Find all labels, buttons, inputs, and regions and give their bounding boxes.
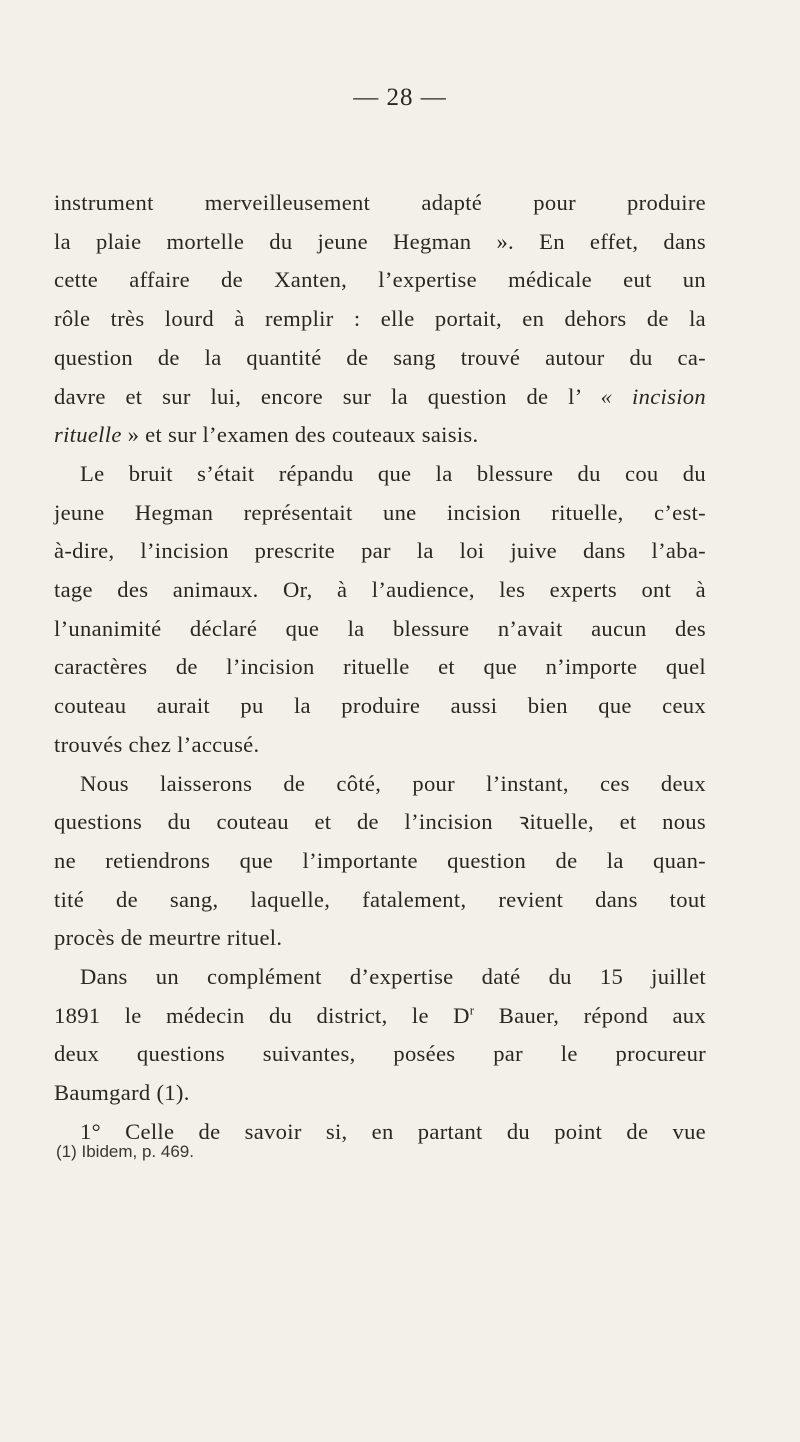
- text-line: deux questions suivantes, posées par le procureur: [54, 1041, 706, 1067]
- text-line: couteau aurait pu la produire aussi bien que ceux: [54, 693, 706, 719]
- text-run: 1891 le médecin du district, le D: [54, 1002, 470, 1028]
- text-line: [54, 997, 706, 1036]
- text-line: trouvés chez l’accusé.: [54, 731, 260, 757]
- text-line: procès de meurtre rituel.: [54, 925, 283, 951]
- text-line: Dans un complément d’expertise daté du 15 juillet: [80, 964, 706, 990]
- text-line: [54, 378, 706, 417]
- text-line: instrument merveilleusement adapté pour produire: [54, 190, 706, 215]
- text-line: Le bruit s’était répandu que la blessure du cou du: [80, 460, 706, 486]
- text-run: Bauer, répond aux: [474, 1002, 706, 1028]
- italic-run: rituelle: [54, 422, 122, 448]
- italic-run: « incision: [600, 383, 706, 409]
- text-run: davre et sur lui, encore sur la question de l’: [54, 383, 601, 409]
- text-line: caractères de l’incision rituelle et que n’importe quel: [54, 654, 706, 680]
- page-number: — 28 —: [353, 84, 447, 111]
- superscript: r: [469, 1002, 475, 1018]
- text-line: Nous laisserons de côté, pour l’instant, ces deux: [80, 770, 706, 796]
- text-line: tité de sang, laquelle, fatalement, revient dans tout: [54, 886, 706, 912]
- text-line: [54, 416, 706, 455]
- text-line: 1° Celle de savoir si, en partant du point de vue: [80, 1118, 706, 1144]
- text-line: Baumgard (1).: [54, 1080, 190, 1106]
- text-line: cette affaire de Xanten, l’expertise médicale eut un: [54, 267, 706, 293]
- text-line: questions du couteau et de l’incision ꝛituelle, et nous: [54, 809, 706, 835]
- text-line: ne retiendrons que l’importante question de la quan-: [54, 847, 706, 873]
- text-line: à-dire, l’incision prescrite par la loi juive dans l’aba-: [54, 538, 706, 564]
- footnote: (1) Ibidem, p. 469.: [56, 1142, 194, 1161]
- text-line: tage des animaux. Or, à l’audience, les experts ont à: [54, 577, 706, 603]
- text-line: la plaie mortelle du jeune Hegman ». En effet, dans: [54, 228, 706, 254]
- text-line: jeune Hegman représentait une incision rituelle, c’est-: [54, 499, 706, 525]
- text-line: rôle très lourd à remplir : elle portait, en dehors de la: [54, 306, 706, 332]
- text-run: » et sur l’examen des couteaux saisis.: [121, 422, 479, 448]
- body-text: [54, 184, 706, 1152]
- text-line: l’unanimité déclaré que la blessure n’avait aucun des: [54, 615, 706, 641]
- text-line: question de la quantité de sang trouvé autour du ca-: [54, 344, 706, 370]
